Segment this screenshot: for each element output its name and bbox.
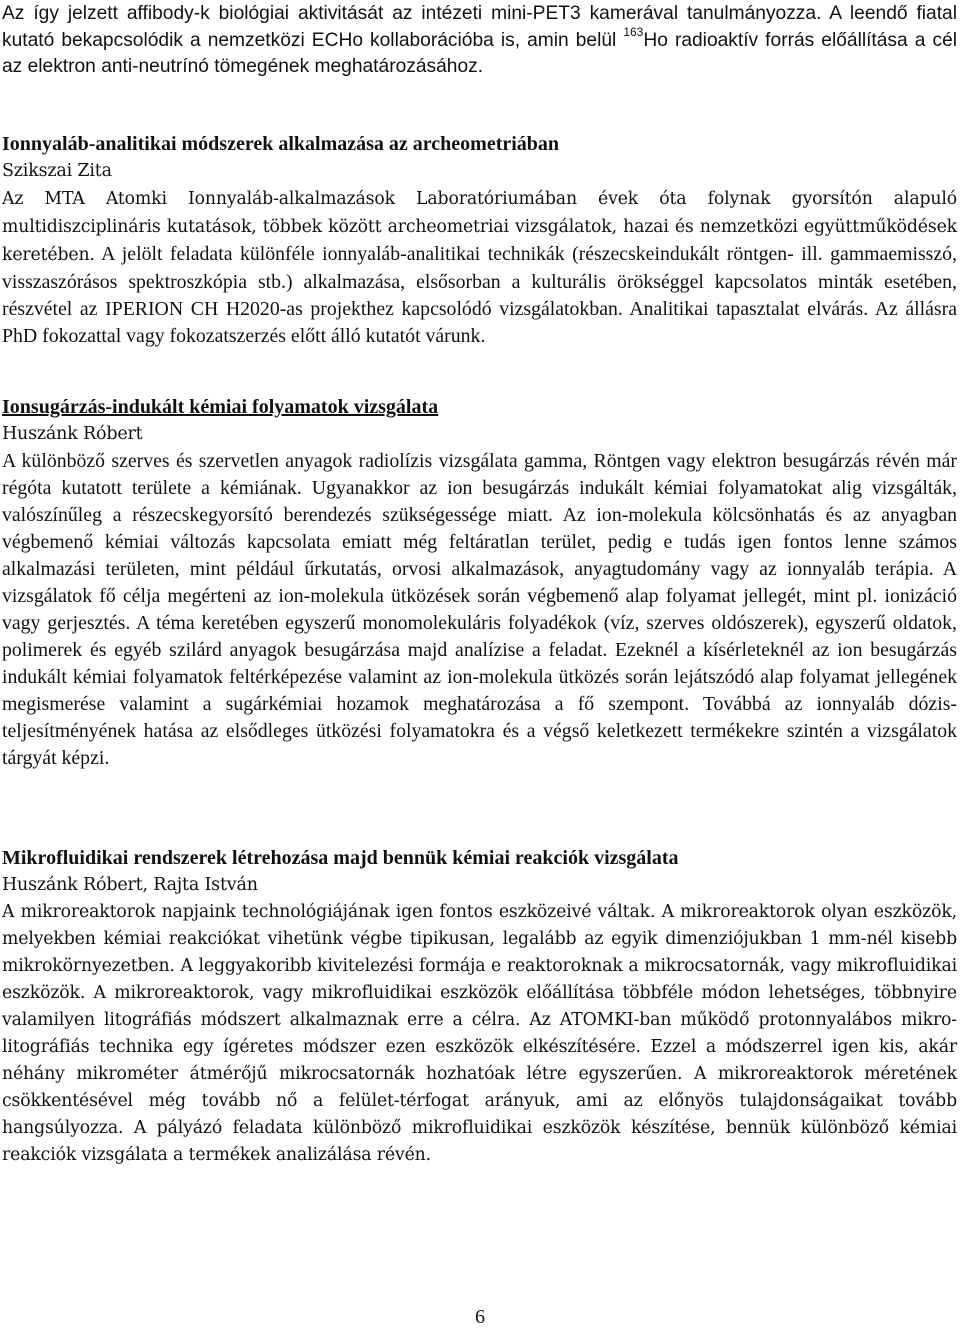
section-title: Ionnyaláb-analitikai módszerek alkalmazása az archeometriában — [2, 133, 560, 155]
section-ionsugarzas — [2, 394, 957, 772]
section-title-text: Ionsugárzás-indukált kémiai folyamatok vizsgálata — [2, 396, 439, 418]
page-number: 6 — [475, 1306, 485, 1328]
section-body-part-a: Az MTA Atomki Ionnyaláb-alkalmazások Laboratóriumában évek óta folynak gyorsítón alapuló multidiszciplináris kutatások, többek között archeometriai vizsgálatok, hazai és nemzetközi együttműködések keretében. — [2, 189, 957, 265]
section-mikrofluidika — [2, 845, 957, 1169]
isotope-superscript: 163 — [623, 25, 644, 40]
intro-text-2: Ho radioaktív forrás előállítása a cél az elektron anti-neutrínó tömegének meghatározásához. — [2, 29, 958, 77]
section-body: A mikroreaktorok napjaink technológiájának igen fontos eszközeivé váltak. A mikroreaktorok olyan eszközök, melyekben kémiai reakciókat vihetünk végbe tipikusan, legalább az egyik dimenziójukban 1 mm-nél kisebb mikrokörnyezetben. A leggyakoribb kivitelezési formája e reaktoroknak a mikrocsatornák, vagy mikrofluidikai eszközök. A mikroreaktorok, vagy mikrofluidikai eszközök előállítása többféle módon lehetséges, többnyire valamilyen litográfiás módszert alkalmaznak erre a célra. Az ATOMKI-ban működő protonnyalábos mikro-litográfiás technika egy ígéretes módszer ezen eszközök elkészítésére. Ezzel a módszerrel igen kis, akár néhány mikrométer átmérőjű mikrocsatornák hozhatóak létre egyszerűen. A mikroreaktorok méretének csökkentésével még tovább nő a felület-térfogat arányuk, ami az előnyös tulajdonságaikat tovább hangsúlyozza. A pályázó feladata különböző mikrofluidikai eszközök készítése, bennük különböző kémiai reakciók vizsgálata a termékek analizálása révén. — [2, 902, 957, 1165]
section-author: Szikszai Zita — [2, 161, 112, 181]
intro-text-1: Az így jelzett affibody-k biológiai aktivitását az intézeti mini-PET3 kamerával tanulmányozza. A leendő fiatal kutató bekapcsolódik a nemzetközi ECHo kollaborációba is, amin belül — [2, 3, 957, 51]
section-author: Huszánk Róbert, Rajta István — [2, 875, 258, 895]
section-author: Huszánk Róbert — [2, 424, 143, 444]
section-title: Mikrofluidikai rendszerek létrehozása majd bennük kémiai reakciók vizsgálata — [2, 847, 679, 869]
section-body: A különböző szerves és szervetlen anyagok radiolízis vizsgálata gamma, Röntgen vagy elektron besugárzás révén már régóta kutatott területe a kémiának. Ugyanakkor az ion besugárzás indukált kémiai folyamatokat alig vizsgálták, valószínűleg a részecskegyorsító berendezés szükségessége miatt. Az ion-molekula kölcsönhatás és az anyagban végbemenő kémiai változás kapcsolata emiatt még feltáratlan terület, pedig e tudás igen fontos lenne számos alkalmazási területen, mint például űrkutatás, orvosi alkalmazások, anyagtudomány vagy az ionnyaláb terápia. A vizsgálatok fő célja megérteni az ion-molekula ütközések során végbemenő alap folyamat jellegét, mint pl. ionizáció vagy gerjesztés. A téma keretében egyszerű monomolekuláris folyadékok (víz, szerves oldószerek), egyszerű oldatok, polimerek és egyéb szilárd anyagok besugárzása majd analízise a feladat. Ezeknél a kísérleteknél az ion besugárzás indukált kémiai folyamatok feltérképezése valamint az ion-molekula ütközés során lejátszódó alap folyamat jellegének megismerése valamint a sugárkémiai hozamok meghatározása a fő szempont. Továbbá az ionnyaláb dózis-teljesítményének hatása az elsődleges ütközési folyamatokra és a végső keletkezett termékekre szintén a vizsgálatok tárgyát képzi. — [2, 450, 957, 769]
section-body-part-b: A jelölt feladata különféle ionnyaláb-analitikai technikák (részecskeindukált röntgen- ill. gammaemisszó, visszaszórásos spektroszkópia stb.) alkalmazása, elsősorban a kulturális örökséggel kapcsolatos minták esetében, részvétel az IPERION CH H2020-as projekthez kapcsolódó vizsgálatokban. Analitikai tapasztalat elvárás. Az állásra PhD fokozattal vagy fokozatszerzés előtt álló kutatót várunk. — [2, 243, 957, 347]
intro-paragraph — [2, 1, 957, 81]
section-ionnyalab — [2, 131, 957, 350]
section-title — [2, 394, 957, 421]
section-body — [2, 185, 957, 350]
